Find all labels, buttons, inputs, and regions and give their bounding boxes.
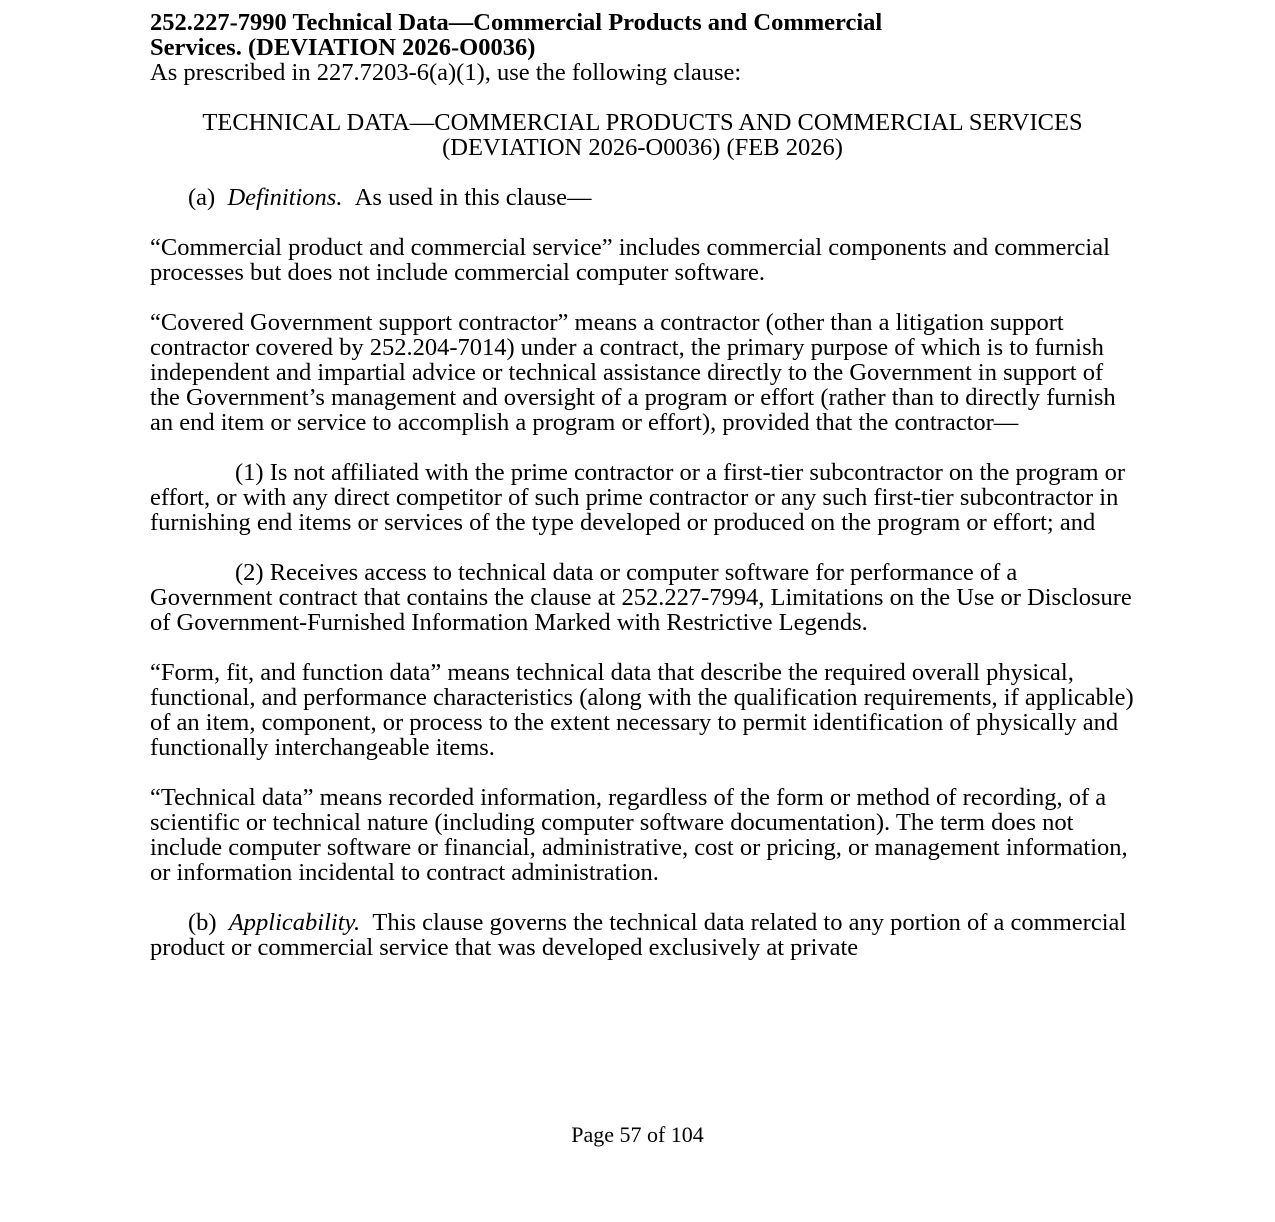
clause-title-line-2: (DEVIATION 2026-O0036) (FEB 2026) [442,134,843,161]
page-number: Page 57 of 104 [571,1122,704,1147]
clause-title-line-1: TECHNICAL DATA—COMMERCIAL PRODUCTS AND COMMERCIAL SERVICES [202,109,1083,136]
definition-covered-support-contractor: “Covered Government support contractor” means a contractor (other than a litigation support contractor covered by 252.204-7014) under a contract, the primary purpose of which is to furnish independent and impartial advice or technical assistance directly to the Government in support of the Government’s management and oversight of a program or effort (rather than to directly furnish an end item or service to accomplish a program or effort), provided that the contractor— [150,309,1116,436]
section-heading-line-1: 252.227-7990 Technical Data—Commercial Products and Commercial [150,9,883,36]
paragraph-b-heading: Applicability. [228,909,361,936]
paragraph-a-text: As used in this clause— [354,184,592,211]
paragraph-b [150,910,1135,960]
paragraph-b-text: This clause governs the technical data related to any portion of a commercial product or commercial service that was developed exclusively at private [150,909,1127,961]
document-page [150,10,1135,960]
paragraph-a-marker: (a) [188,184,216,211]
prescription-text: As prescribed in 227.7203-6(a)(1), use the following clause: [150,59,742,86]
paragraph-b-marker: (b) [188,909,217,936]
clause-title [150,110,1135,160]
section-heading [150,10,1135,60]
definition-item-1: (1) Is not affiliated with the prime contractor or a first-tier subcontractor on the program or effort, or with any direct competitor of such prime contractor or any such first-tier subcontractor in furnishing end items or services of the type developed or produced on the program or effort; and [150,459,1126,536]
definition-item-2: (2) Receives access to technical data or computer software for performance of a Government contract that contains the clause at 252.227-7994, Limitations on the Use or Disclosure of Government-Furnished Information Marked with Restrictive Legends. [150,559,1132,636]
section-heading-line-2: Services. (DEVIATION 2026-O0036) [150,34,536,61]
paragraph-a-heading: Definitions. [227,184,343,211]
definition-commercial-product: “Commercial product and commercial service” includes commercial components and commercial processes but does not include commercial computer software. [150,234,1110,286]
definition-form-fit-function: “Form, fit, and function data” means technical data that describe the required overall physical, functional, and performance characteristics (along with the qualification requirements, if applicable) of an item, component, or process to the extent necessary to permit identification of physically and functionally interchangeable items. [150,659,1134,761]
paragraph-a [150,185,1135,210]
definition-technical-data: “Technical data” means recorded information, regardless of the form or method of recording, of a scientific or technical nature (including computer software documentation). The term does not include computer software or financial, administrative, cost or pricing, or management information, or information incidental to contract administration. [150,784,1128,886]
